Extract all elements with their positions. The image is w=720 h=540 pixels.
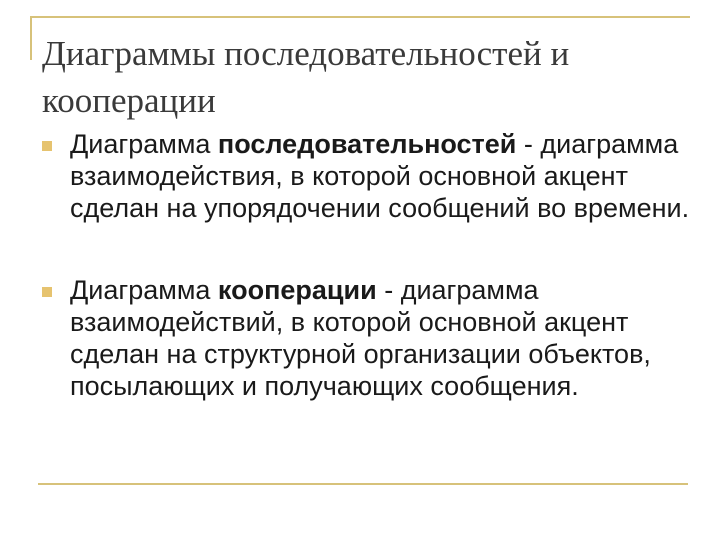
slide-title: Диаграммы последовательностей и кооперации xyxy=(42,34,570,120)
left-border-line xyxy=(30,16,32,60)
bullet-term: кооперации xyxy=(217,275,377,305)
bullet-text: - диаграмма взаимодействий, в которой основной акцент сделан на структурной организации объектов, посылающих и получающих сообщения. xyxy=(70,275,651,401)
top-border-line xyxy=(30,16,690,18)
bullet-text: - диаграмма взаимодействия, в которой основной акцент сделан на упорядочении сообщений во времени. xyxy=(70,129,690,223)
square-bullet-icon xyxy=(42,287,52,297)
bullet-prefix: Диаграмма xyxy=(70,275,218,305)
square-bullet-icon xyxy=(42,141,52,151)
bullet-prefix: Диаграмма xyxy=(70,129,218,159)
bullet-term: последовательностей xyxy=(217,129,517,159)
bullet-list xyxy=(40,128,700,402)
bottom-border-line xyxy=(38,483,688,485)
bullet-item-sequence-diagram xyxy=(40,128,700,224)
bullet-item-collaboration-diagram xyxy=(40,274,700,402)
